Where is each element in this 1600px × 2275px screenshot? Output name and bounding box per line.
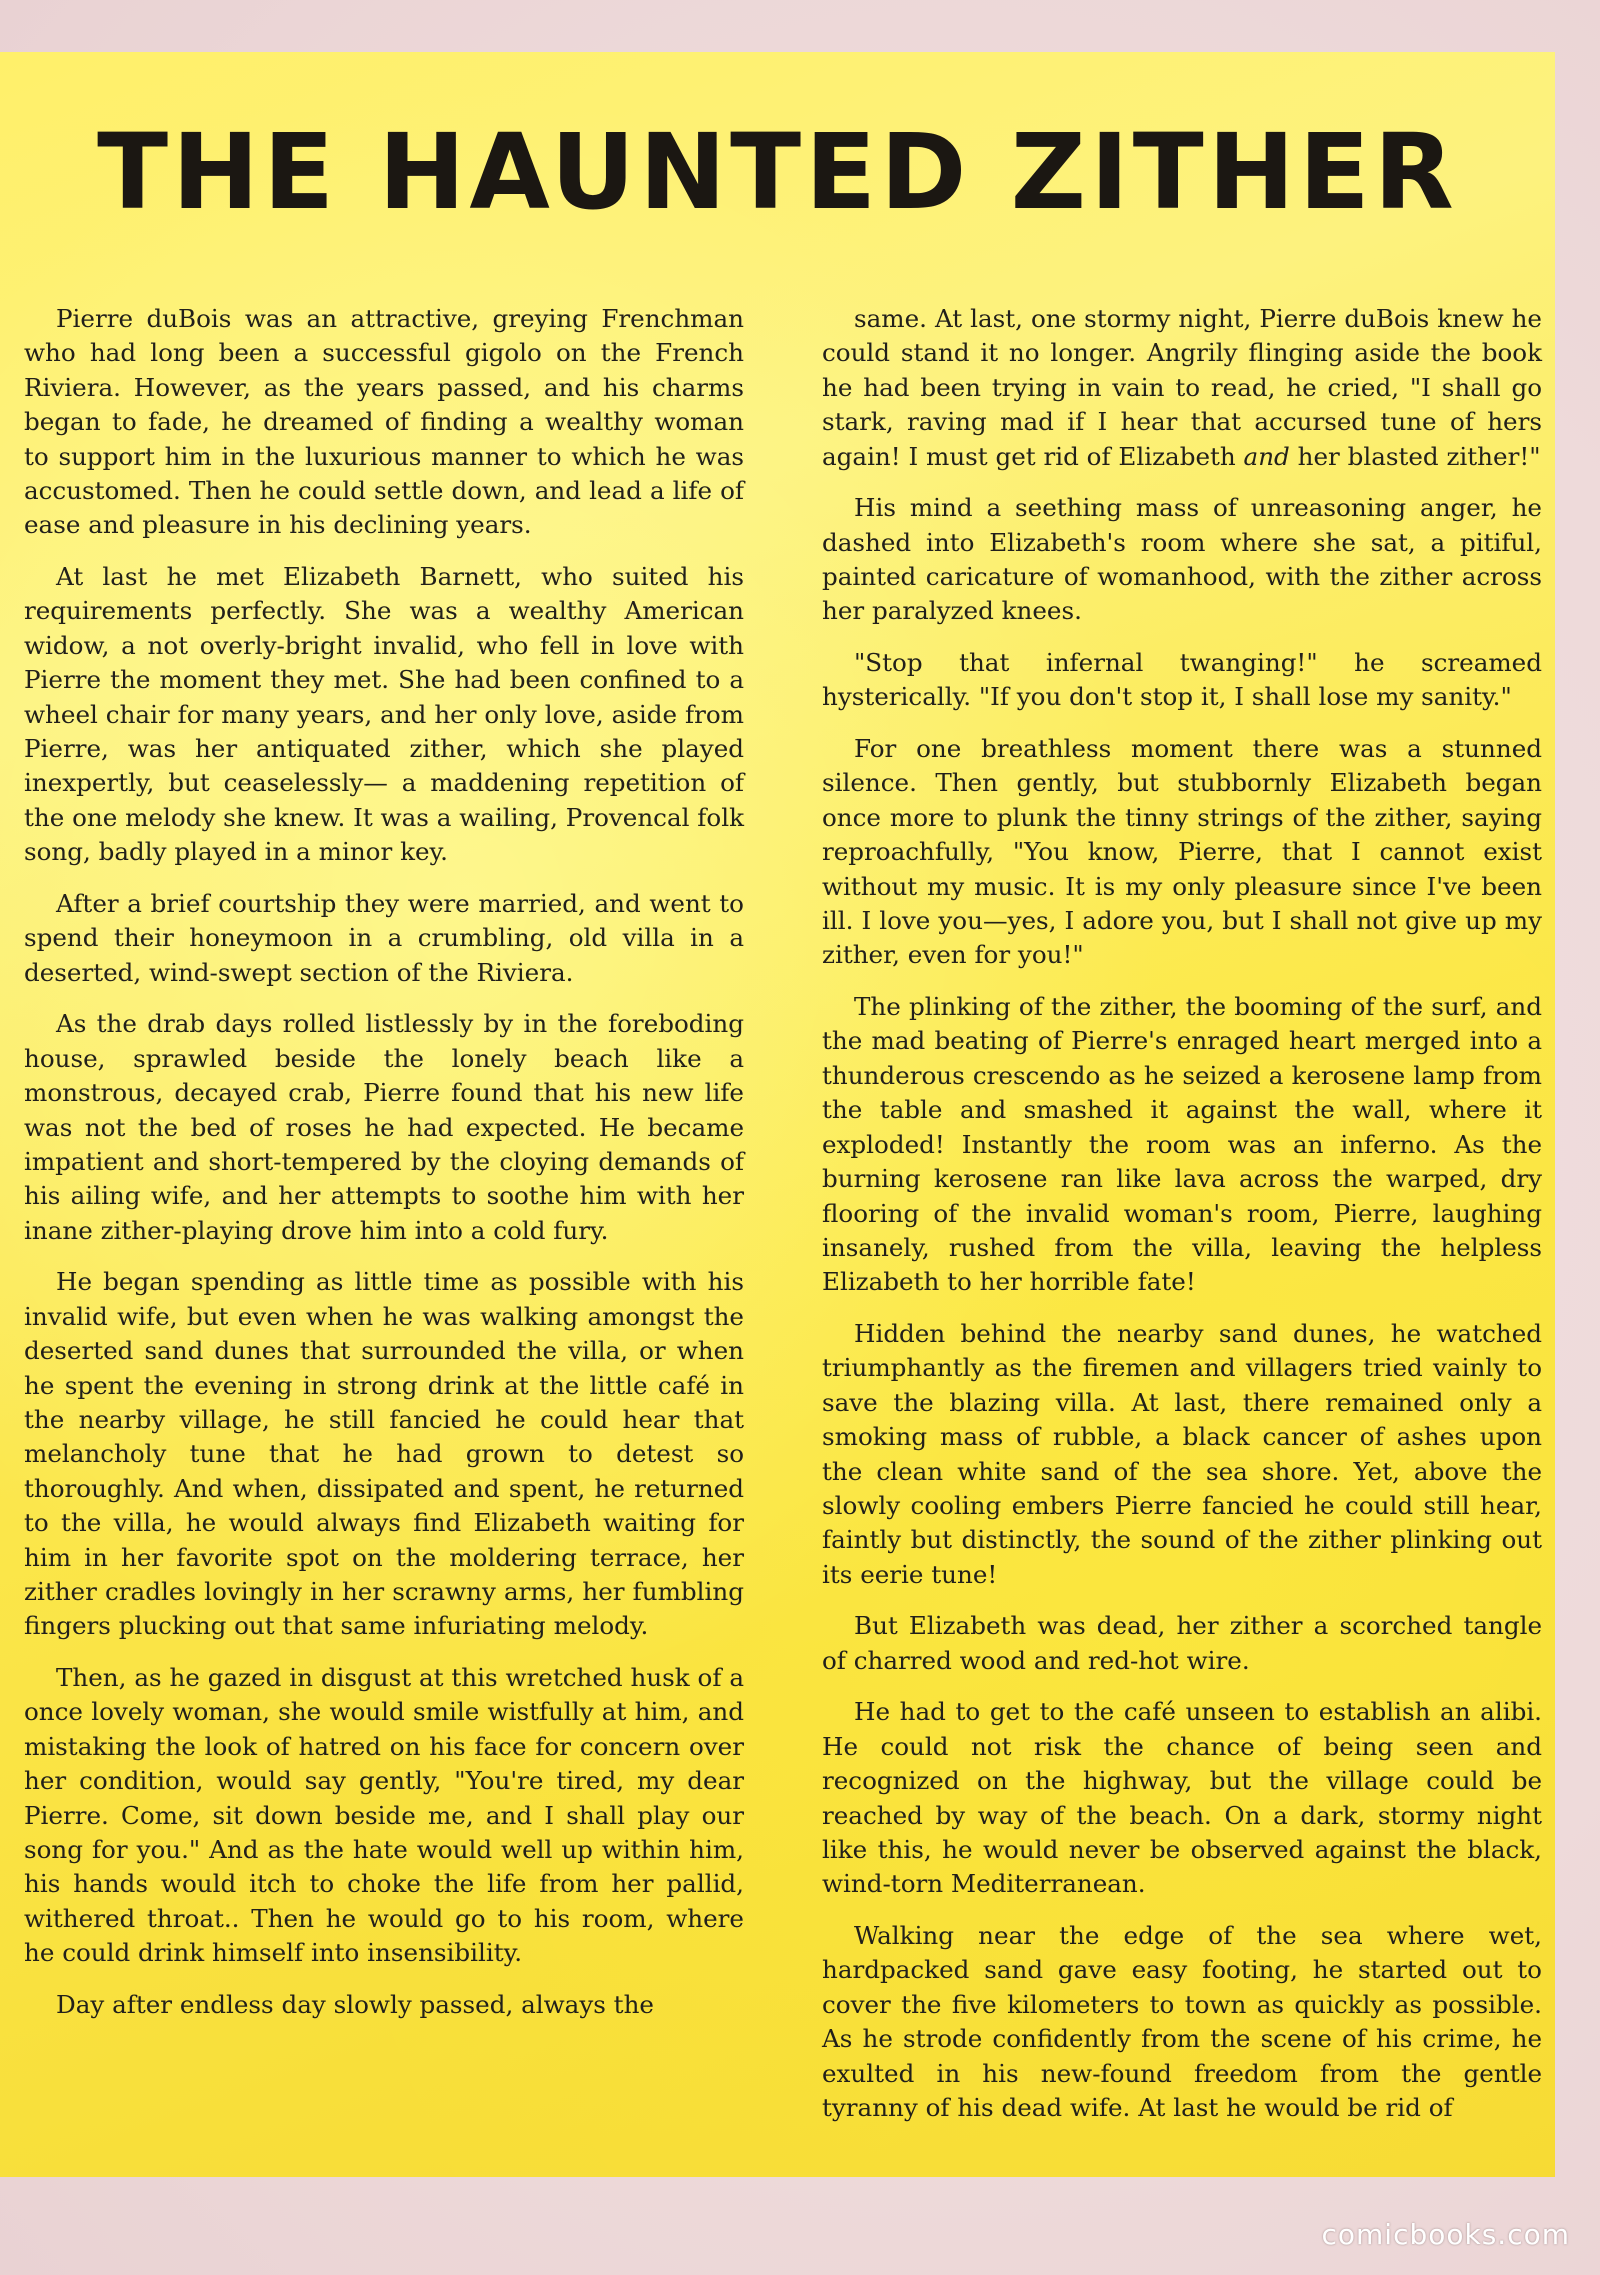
paragraph: Pierre duBois was an attractive, greying Frenchman who had long been a successful gigolo on the French Riviera. However, as the years passed, and his charms began to fade, he dreamed of finding a wealthy woman to support him in the luxurious manner to which he was accustomed. Then he could settle down, and lead a life of ease and pleasure in his declining years. <box>24 304 744 540</box>
story-panel <box>0 52 1555 2177</box>
paragraph: The plinking of the zither, the booming of the surf, and the mad beating of Pierre's enraged heart merged into a thunderous crescendo as he seized a kerosene lamp from the table and smashed it against the wall, where it exploded! Instantly the room was an inferno. As the burning kerosene ran like lava across the warped, dry flooring of the invalid woman's room, Pierre, laughing insanely, rushed from the villa, leaving the helpless Elizabeth to her horrible fate! <box>822 992 1542 1297</box>
paragraph: He began spending as little time as possible with his invalid wife, but even when he was walking amongst the deserted sand dunes that surrounded the villa, or when he spent the evening in strong drink at the little café in the nearby village, he still fancied he could hear that melancholy tune that he had grown to detest so thoroughly. And when, dissipated and spent, he returned to the villa, he would always find Elizabeth waiting for him in her favorite spot on the moldering terrace, her zither cradles lovingly in her scrawny arms, her fumbling fingers plucking out that same infuriating melody. <box>24 1267 744 1641</box>
paragraph: For one breathless moment there was a stunned silence. Then gently, but stubbornly Elizabeth began once more to plunk the tinny strings of the zither, saying reproachfully, "You know, Pierre, that I cannot exist without my music. It is my only pleasure since I've been ill. I love you—yes, I adore you, but I shall not give up my zither, even for you!" <box>822 734 1542 970</box>
paragraph-text-tail: her blasted zither!" <box>1289 441 1541 471</box>
paragraph: After a brief courtship they were married, and went to spend their honeymoon in a crumbling, old villa in a deserted, wind-swept section of the Riviera. <box>24 888 744 987</box>
paragraph: At last he met Elizabeth Barnett, who suited his requirements perfectly. She was a wealthy American widow, a not overly-bright invalid, who fell in love with Pierre the moment they met. She had been confined to a wheel chair for many years, and her only love, aside from Pierre, was her antiquated zither, which she played inexpertly, but ceaselessly— a maddening repetition of the one melody she knew. It was a wailing, Provencal folk song, badly played in a minor key. <box>24 562 744 867</box>
paragraph: His mind a seething mass of unreasoning anger, he dashed into Elizabeth's room where she sat, a pitiful, painted caricature of womanhood, with the zither across her paralyzed knees. <box>822 493 1542 626</box>
story-title: THE HAUNTED ZITHER <box>97 111 1458 233</box>
emphasis-text: and <box>1243 441 1290 471</box>
paragraph-text: same. At last, one stormy night, Pierre duBois knew he could stand it no longer. Angrily flinging aside the book he had been trying in vain to read, he cried, "I shall go stark, raving mad if I hear that accursed tune of hers again! I must get rid of Elizabeth <box>822 304 1542 471</box>
site-watermark: comicbooks.com <box>1321 2218 1570 2251</box>
paragraph: Then, as he gazed in disgust at this wretched husk of a once lovely woman, she would smile wistfully at him, and mistaking the look of hatred on his face for concern over her condition, would say gently, "You're tired, my dear Pierre. Come, sit down beside me, and I shall play our song for you." And as the hate would well up within him, his hands would itch to choke the life from her pallid, withered throat.. Then he would go to his room, where he could drink himself into insensibility. <box>24 1662 744 1968</box>
right-column <box>822 302 1542 2143</box>
paragraph <box>822 302 1542 474</box>
paragraph: "Stop that infernal twanging!" he screamed hysterically. "If you don't stop it, I shall lose my sanity." <box>822 648 1542 712</box>
paragraph: As the drab days rolled listlessly by in the foreboding house, sprawled beside the lonely beach like a monstrous, decayed crab, Pierre found that his new life was not the bed of roses he had expected. He became impatient and short-tempered by the cloying demands of his ailing wife, and her attempts to soothe him with her inane zither-playing drove him into a cold fury. <box>24 1009 744 1245</box>
paragraph: Day after endless day slowly passed, always the <box>56 1989 654 2019</box>
left-column <box>24 302 744 2039</box>
paragraph: Walking near the edge of the sea where wet, hardpacked sand gave easy footing, he started out to cover the five kilometers to town as quickly as possible. As he strode confidently from the scene of his crime, he exulted in his new-found freedom from the gentle tyranny of his dead wife. At last he would be rid of <box>822 1920 1542 2122</box>
paragraph: But Elizabeth was dead, her zither a scorched tangle of charred wood and red-hot wire. <box>822 1611 1542 1675</box>
paragraph: He had to get to the café unseen to establish an alibi. He could not risk the chance of being seen and recognized on the highway, but the village could be reached by way of the beach. On a dark, stormy night like this, he would never be observed against the black, wind-torn Mediterranean. <box>822 1697 1542 1899</box>
paragraph: Hidden behind the nearby sand dunes, he watched triumphantly as the firemen and villagers tried vainly to save the blazing villa. At last, there remained only a smoking mass of rubble, a black cancer of ashes upon the clean white sand of the sea shore. Yet, above the slowly cooling embers Pierre fancied he could still hear, faintly but distinctly, the sound of the zither plinking out its eerie tune! <box>822 1318 1542 1589</box>
